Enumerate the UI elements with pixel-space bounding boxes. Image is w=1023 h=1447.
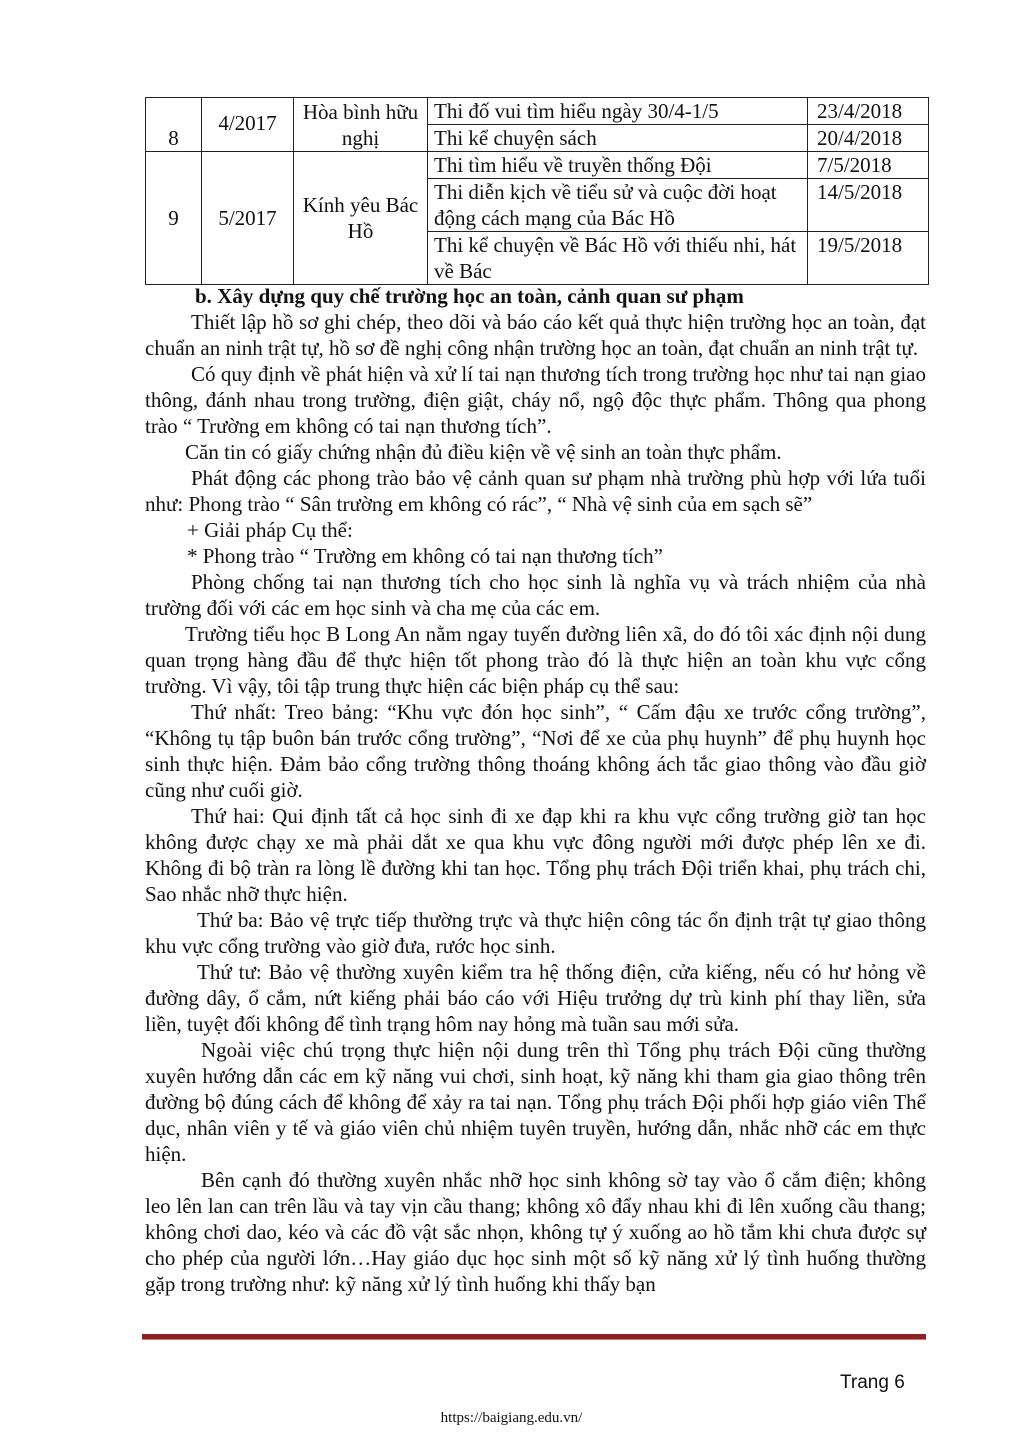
paragraph: Trường tiểu học B Long An nằm ngay tuyến đường liên xã, do đó tôi xác định nội dung quan trọng hàng đầu để thực hiện tốt phong trào đó là thực hiện an toàn khu vực cổng trường. Vì vậy, tôi tập trung thực hiện các biện pháp cụ thể sau: [145, 622, 926, 698]
paragraph: Căn tin có giấy chứng nhận đủ điều kiện về vệ sinh an toàn thực phẩm. [185, 440, 782, 464]
activity-name: Thi kể chuyện về Bác Hồ với thiếu nhi, hát về Bác [428, 232, 808, 285]
row-number: 9 [146, 152, 202, 285]
body-text [145, 283, 926, 1297]
paragraph: Thứ hai: Qui định tất cả học sinh đi xe đạp khi ra khu vực cổng trường giờ tan học không được chạy xe mà phải dắt xe qua khu vực đông người mới được phép lên xe đi. Không đi bộ tràn ra lòng lề đường khi tan học. Tổng phụ trách Đội triển khai, phụ trách chi, Sao nhắc nhỡ thực hiện. [145, 804, 926, 906]
paragraph: Thứ nhất: Treo bảng: “Khu vực đón học sinh”, “ Cấm đậu xe trước cổng trường”, “Không tụ tập buôn bán trước cổng trường”, “Nơi để xe của phụ huynh” để phụ huynh học sinh thực hiện. Đảm bảo cổng trường thông thoáng không ách tắc giao thông vào đầu giờ cũng như cuối giờ. [145, 700, 926, 802]
paragraph: Bên cạnh đó thường xuyên nhắc nhỡ học sinh không sờ tay vào ổ cắm điện; không leo lên lan can trên lầu và tay vịn cầu thang; không xô đẩy nhau khi đi lên xuống cầu thang; không chơi dao, kéo và các đồ vật sắc nhọn, không tự ý xuống ao hồ tắm khi chưa được sự cho phép của người lớn…Hay giáo dục học sinh một số kỹ năng xử lý tình huống thường gặp trong trường như: kỹ năng xử lý tình huống khi thấy bạn [145, 1168, 926, 1296]
paragraph: Phát động các phong trào bảo vệ cảnh quan sư phạm nhà trường phù hợp với lứa tuổi như: Phong trào “ Sân trường em không có rác”, “ Nhà vệ sinh của em sạch sẽ” [145, 466, 926, 516]
activity-table [145, 97, 929, 285]
table-row [146, 98, 929, 125]
footer-rule [142, 1334, 926, 1340]
row-month: 4/2017 [202, 98, 294, 152]
row-number: 8 [146, 98, 202, 152]
activity-date: 19/5/2018 [808, 232, 929, 285]
activity-date: 7/5/2018 [808, 152, 929, 179]
table-row [146, 152, 929, 179]
paragraph: + Giải pháp Cụ thể: [187, 518, 353, 542]
paragraph: Thứ ba: Bảo vệ trực tiếp thường trực và thực hiện công tác ổn định trật tự giao thông khu vực cổng trường vào giờ đưa, rước học sinh. [145, 908, 926, 958]
page-number: Trang 6 [840, 1372, 905, 1393]
paragraph: Thiết lập hồ sơ ghi chép, theo dõi và báo cáo kết quả thực hiện trường học an toàn, đạt chuẩn an ninh trật tự, hồ sơ đề nghị công nhận trường học an toàn, đạt chuẩn an ninh trật tự. [145, 310, 926, 360]
source-url: https://baigiang.edu.vn/ [440, 1410, 583, 1426]
row-month: 5/2017 [202, 152, 294, 285]
activity-name: Thi kể chuyện sách [428, 125, 808, 152]
paragraph: Thứ tư: Bảo vệ thường xuyên kiểm tra hệ thống điện, cửa kiếng, nếu có hư hỏng về đường dây, ổ cắm, nứt kiếng phải báo cáo với Hiệu trưởng dự trù kinh phí thay liền, sửa liền, tuyệt đối không để tình trạng hôm nay hỏng mà tuần sau mới sửa. [145, 960, 926, 1036]
activity-date: 23/4/2018 [808, 98, 929, 125]
activity-name: Thi đố vui tìm hiểu ngày 30/4-1/5 [428, 98, 808, 125]
paragraph: Có quy định về phát hiện và xử lí tai nạn thương tích trong trường học như tai nạn giao thông, đánh nhau trong trường, điện giật, cháy nổ, ngộ độc thực phẩm. Thông qua phong trào “ Trường em không có tai nạn thương tích”. [145, 362, 926, 438]
paragraph: Ngoài việc chú trọng thực hiện nội dung trên thì Tổng phụ trách Đội cũng thường xuyên hướng dẫn các em kỹ năng vui chơi, sinh hoạt, kỹ năng khi tham gia giao thông trên đường bộ đúng cách để không để xảy ra tai nạn. Tổng phụ trách Đội phối hợp giáo viên Thể dục, nhân viên y tế và giáo viên chủ nhiệm tuyên truyền, hướng dẫn, nhắc nhỡ các em thực hiện. [145, 1038, 926, 1166]
row-theme: Hòa bình hữu nghị [294, 98, 428, 152]
paragraph: * Phong trào “ Trường em không có tai nạn thương tích” [187, 544, 664, 568]
activity-date: 20/4/2018 [808, 125, 929, 152]
activity-name: Thi tìm hiểu về truyền thống Đội [428, 152, 808, 179]
activity-date: 14/5/2018 [808, 179, 929, 232]
section-heading: b. Xây dựng quy chế trường học an toàn, cảnh quan sư phạm [195, 284, 744, 308]
activity-name: Thi diễn kịch về tiểu sử và cuộc đời hoạt động cách mạng của Bác Hồ [428, 179, 808, 232]
row-theme: Kính yêu Bác Hồ [294, 152, 428, 285]
paragraph: Phòng chống tai nạn thương tích cho học sinh là nghĩa vụ và trách nhiệm của nhà trường đối với các em học sinh và cha mẹ của các em. [145, 570, 926, 620]
